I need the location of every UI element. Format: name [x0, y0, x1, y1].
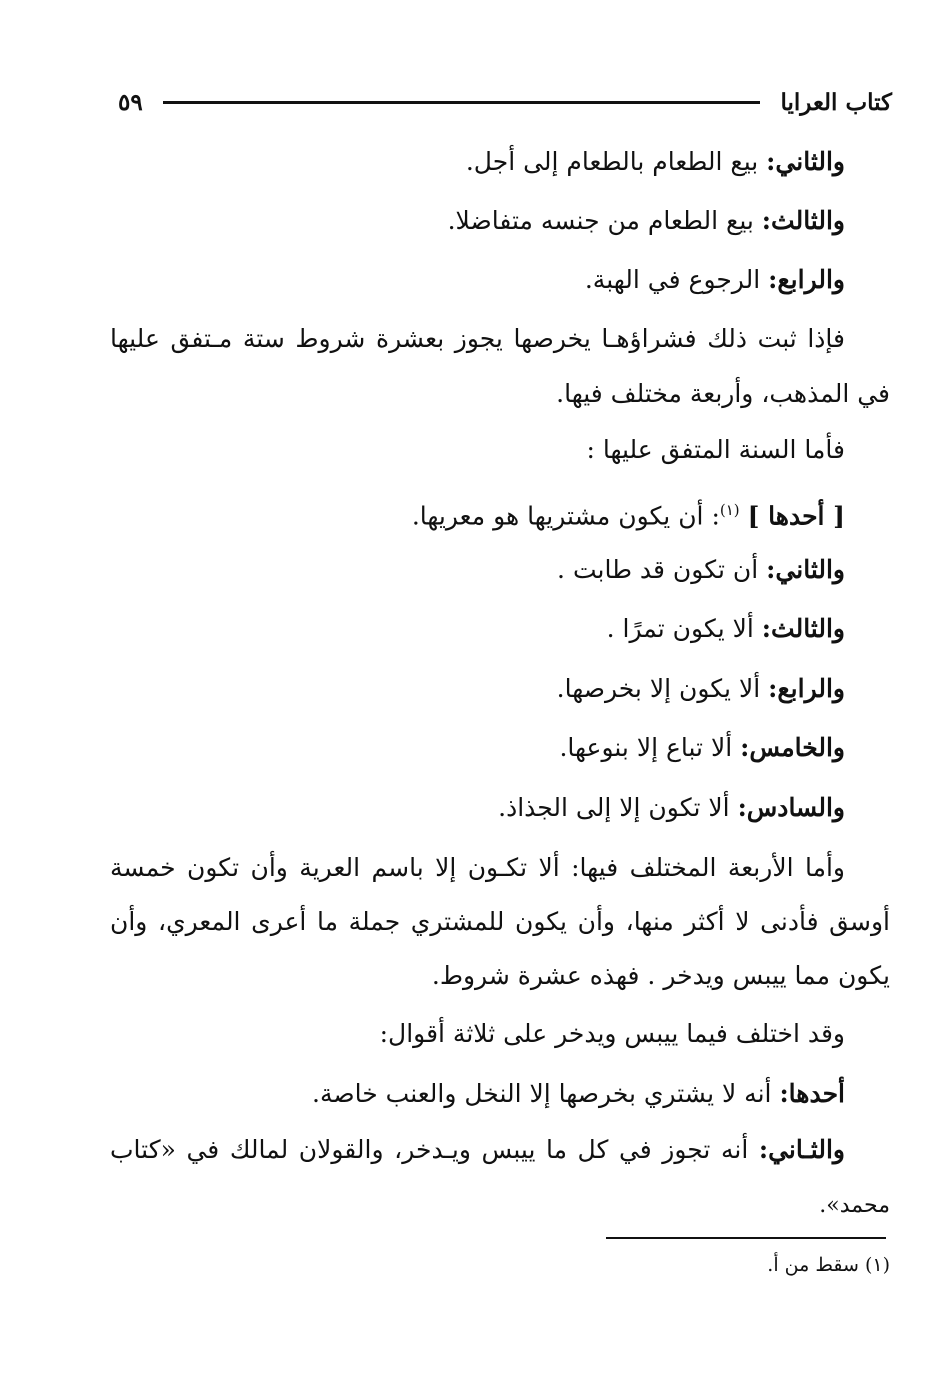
- text-line: [110, 550, 845, 590]
- line-text: أوسق فأدنى لا أكثر منها، وأن يكون للمشتري جملة ما أعرى المعري، وأن: [110, 907, 890, 936]
- text-line: [110, 430, 845, 470]
- line-lead: والثالث:: [761, 614, 845, 643]
- text-line: [110, 260, 845, 300]
- line-text: محمد».: [819, 1193, 890, 1218]
- text-line: [110, 319, 845, 359]
- line-lead: والثـاني:: [758, 1135, 845, 1164]
- text-line: [110, 490, 845, 536]
- line-text: ألا يكون إلا بخرصها.: [556, 674, 769, 703]
- text-line: [110, 1014, 845, 1054]
- text-line: [110, 1186, 890, 1226]
- text-line: [110, 788, 845, 828]
- line-text: : أن يكون مشتريها هو معريها.: [411, 501, 720, 531]
- line-text: فإذا ثبت ذلك فشراؤهـا يخرصها يجوز بعشرة شروط ستة مـتفق عليها: [110, 324, 845, 353]
- text-line: [110, 728, 845, 768]
- line-lead: والثاني:: [766, 147, 845, 176]
- line-text: ألا تكون إلا إلى الجذاذ.: [498, 793, 738, 822]
- text-line: [110, 201, 845, 241]
- footnote: (١) سقط من أ.: [767, 1254, 890, 1276]
- line-text: أنه تجوز في كل ما ييبس ويـدخر، والقولان لمالك في «كتاب: [110, 1135, 759, 1164]
- line-text: في المذهب، وأربعة مختلف فيها.: [556, 379, 890, 408]
- text-line: [110, 142, 845, 182]
- line-lead: والخامس:: [740, 733, 845, 762]
- line-text: أن تكون قد طابت .: [557, 555, 767, 584]
- line-lead: والثالث:: [761, 206, 845, 235]
- running-header: [118, 82, 892, 122]
- text-line: [110, 902, 890, 942]
- footnote-marker: (١): [719, 501, 740, 519]
- line-text: بيع الطعام بالطعام إلى أجل.: [465, 147, 767, 176]
- line-text: بيع الطعام من جنسه متفاضلا.: [447, 206, 762, 235]
- line-lead: والرابع:: [768, 265, 845, 294]
- line-text: وقد اختلف فيما ييبس ويدخر على ثلاثة أقوال:: [379, 1019, 845, 1048]
- line-text: فأما السنة المتفق عليها :: [586, 435, 845, 464]
- page-number: ٥٩: [118, 88, 143, 116]
- line-text: الرجوع في الهبة.: [584, 265, 769, 294]
- text-line: [110, 848, 845, 888]
- footnote-rule: [606, 1237, 886, 1239]
- line-text: ألا يكون تمرًا .: [606, 614, 762, 643]
- line-lead: أحدها:: [779, 1079, 845, 1108]
- chapter-title: كتاب العرايا: [780, 88, 892, 116]
- line-lead: والرابع:: [768, 674, 845, 703]
- line-lead: والثاني:: [766, 555, 845, 584]
- line-lead: والسادس:: [737, 793, 845, 822]
- line-text: ألا تباع إلا بنوعها.: [559, 733, 741, 762]
- text-line: [110, 374, 890, 414]
- text-line: [110, 1074, 845, 1114]
- line-text: وأما الأربعة المختلف فيها: ألا تكـون إلا باسم العرية وأن تكون خمسة: [110, 853, 845, 882]
- text-line: [110, 669, 845, 709]
- line-text: أنه لا يشتري بخرصها إلا النخل والعنب خاصة.: [312, 1079, 780, 1108]
- text-line: [110, 609, 845, 649]
- line-lead: [ أحدها ]: [747, 501, 845, 531]
- header-rule: [163, 101, 761, 104]
- text-line: [110, 956, 890, 996]
- text-line: [110, 1130, 845, 1170]
- line-text: يكون مما ييبس ويدخر . فهذه عشرة شروط.: [431, 961, 890, 990]
